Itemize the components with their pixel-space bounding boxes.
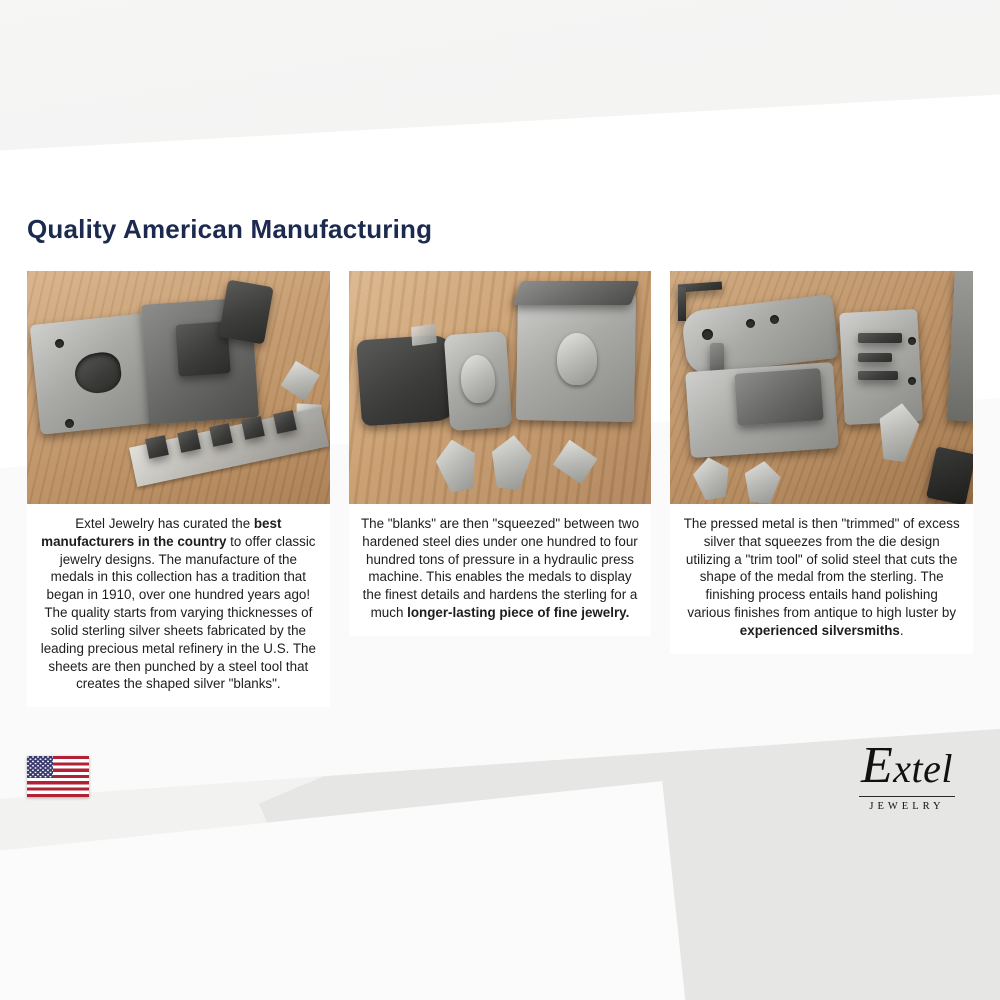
us-flag-icon [27,756,89,797]
step-caption-2: The "blanks" are then "squeezed" between two hardened steel dies under one hundred to four hundred tons of pressure in a hydraulic press machine. This enables the medals to display the finest details and hardens the sterling for a much longer-lasting piece of fine jewelry. [349,504,652,636]
logo-divider [859,796,955,797]
logo-wordmark [847,737,967,794]
hydraulic-press-dies-photo [349,271,652,504]
flag-stars [27,756,53,778]
die-and-blank-strip-photo [27,271,330,504]
step-caption-3: The pressed metal is then "trimmed" of excess silver that squeezes from the die design utilizing a "trim tool" of solid steel that cuts the shape of the medal from the sterling. The finishing process entails hand polishing various finishes from antique to high luster by experienced silversmiths. [670,504,973,654]
step-card-2 [349,271,652,636]
manufacturing-steps-row [27,271,973,707]
extel-jewelry-logo [847,737,967,812]
step-caption-1: Extel Jewelry has curated the best manufacturers in the country to offer classic jewelry designs. The manufacture of the medals in this collection has a tradition that began in 1910, over one hundred years ago! The quality starts from varying thicknesses of solid sterling silver sheets fabricated by the leading precious metal refinery in the U.S. The sheets are then punched by a steel tool that creates the shaped silver "blanks". [27,504,330,707]
step-card-3 [670,271,973,654]
logo-rest: xtel [893,746,953,791]
logo-initial: E [861,737,894,794]
trim-tool-press-photo [670,271,973,504]
step-card-1 [27,271,330,707]
page-title: Quality American Manufacturing [27,214,433,244]
logo-subtitle: JEWELRY [869,801,945,812]
